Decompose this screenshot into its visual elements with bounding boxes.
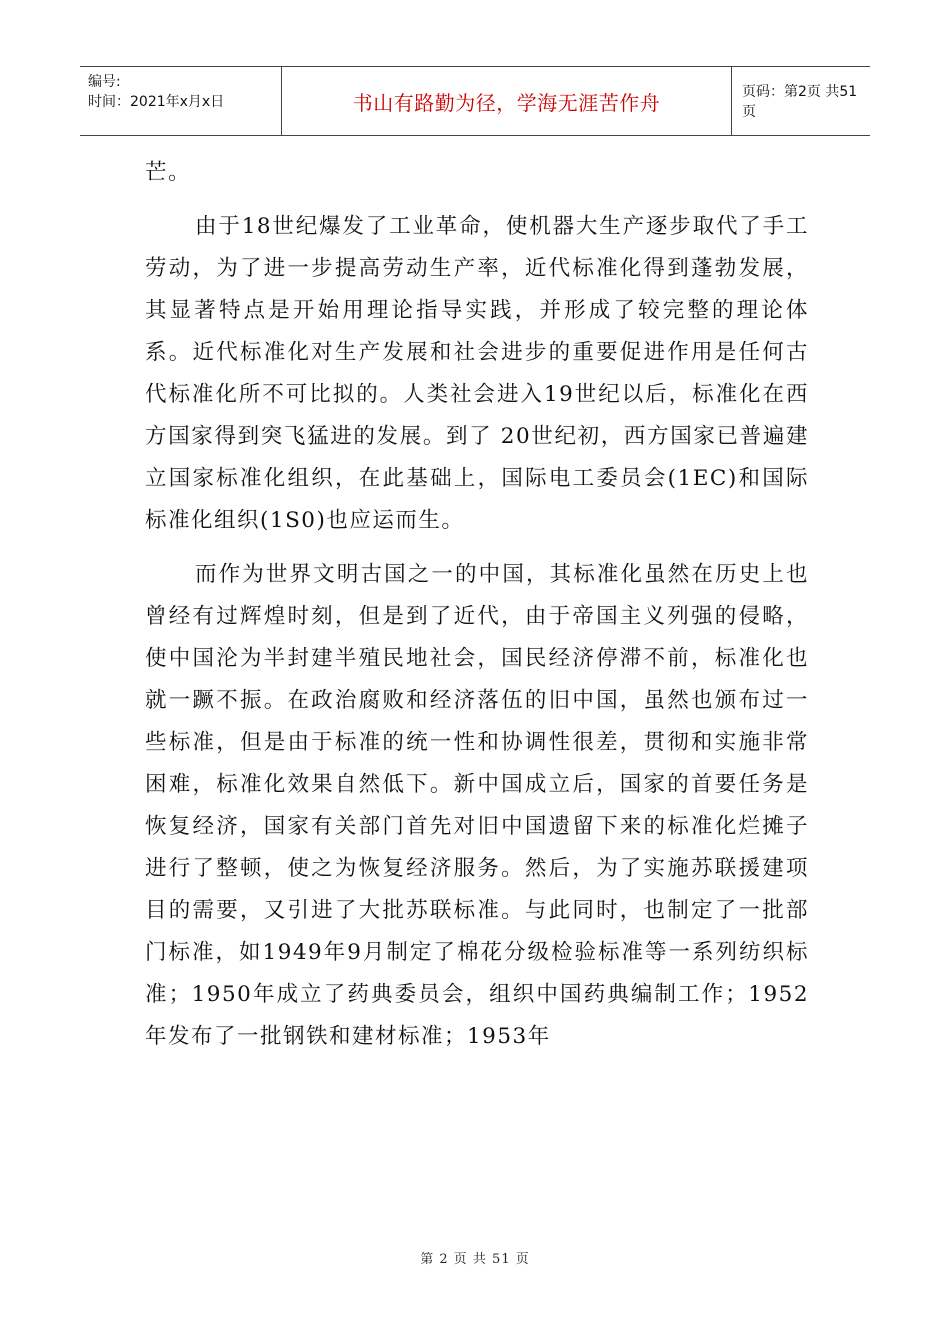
page-header [80,66,870,136]
paragraph-continuation: 芒。 [145,160,192,185]
header-meta [80,67,282,135]
paragraph-industrial-revolution: 由于18世纪爆发了工业革命，使机器大生产逐步取代了手工劳动，为了进一步提高劳动生产率，近代标准化得到蓬勃发展，其显著特点是开始用理论指导实践，并形成了较完整的理论体系。近代标准化对生产发展和社会进步的重要促进作用是任何古代标准化所不可比拟的。人类社会进入19世纪以后，标准化在西方国家得到突飞猛进的发展。到了 20世纪初，西方国家已普遍建立国家标准化组织，在此基础上，国际电工委员会(1EC)和国际标准化组织(1S0)也应运而生。 [145,214,809,533]
header-motto: 书山有路勤为径，学海无涯苦作舟 [282,67,732,135]
document-date: 时间：2021年x月x日 [88,94,225,110]
page-footer: 第 2 页 共 51 页 [420,1252,530,1267]
document-body [145,152,809,1058]
paragraph-china-standardization: 而作为世界文明古国之一的中国，其标准化虽然在历史上也曾经有过辉煌时刻，但是到了近代，由于帝国主义列强的侵略，使中国沦为半封建半殖民地社会，国民经济停滞不前，标准化也就一蹶不振。在政治腐败和经济落伍的旧中国，虽然也颁布过一些标准，但是由于标准的统一性和协调性很差，贯彻和实施非常困难，标准化效果自然低下。新中国成立后，国家的首要任务是恢复经济，国家有关部门首先对旧中国遗留下来的标准化烂摊子进行了整顿，使之为恢复经济服务。然后，为了实施苏联援建项目的需要，又引进了大批苏联标准。与此同时，也制定了一批部门标准，如1949年9月制定了棉花分级检验标准等一系列纺织标准；1950年成立了药典委员会，组织中国药典编制工作；1952年发布了一批钢铁和建材标准；1953年 [145,562,809,1049]
document-number-label: 编号: [88,74,121,90]
header-page-info: 页码：第2页 共51页 [742,84,858,120]
